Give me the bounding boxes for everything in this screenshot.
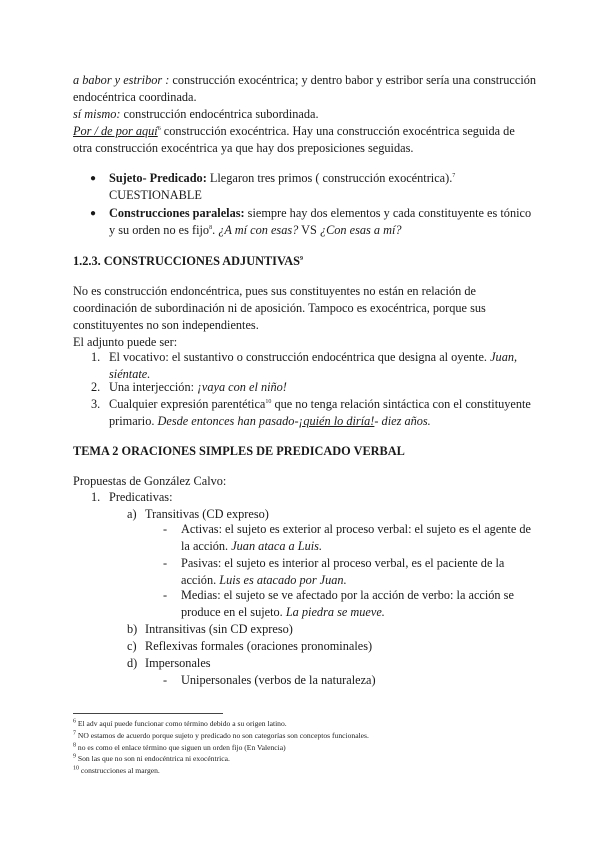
sub-medias-example: La piedra se mueve.: [285, 605, 385, 619]
tema-2-letter-d: d): [127, 656, 138, 670]
bullet-dot-icon: ●: [90, 208, 97, 219]
tema-2-letter-a: a): [127, 507, 137, 521]
sub-activas-example: Juan ataca a Luis.: [231, 539, 323, 553]
sub-activas-line-2: [181, 538, 322, 555]
intro-line-4-text: construcción exocéntrica. Hay una construcción exocéntrica seguida de: [160, 124, 515, 138]
bullet-1-label: Sujeto- Predicado:: [109, 171, 207, 185]
footnote-6: [73, 718, 287, 729]
dash-unipersonales: -: [163, 673, 168, 687]
bullet-2-text: siempre hay dos elementos y cada constituyente es tónico: [244, 206, 532, 220]
sub-pasivas-text: acción.: [181, 573, 220, 587]
intro-line-1-text: construcción exocéntrica; y dentro babor y estribor sería una construcción: [169, 73, 537, 87]
item-1-text: El vocativo: el sustantivo o construcción endocéntrica que designa al oyente.: [109, 350, 491, 364]
tema-2-heading: TEMA 2 ORACIONES SIMPLES DE PREDICADO VERBAL: [73, 444, 405, 458]
list-item-vocativo: [109, 349, 517, 366]
bullet-construcciones-paralelas: [109, 205, 531, 222]
item-3-text: Cualquier expresión parentética: [109, 397, 266, 411]
footnote-ref-10: 10: [265, 398, 272, 405]
bullet-2-line-2: [109, 222, 402, 239]
item-2-text: Una interjección:: [109, 380, 198, 394]
dash-pasivas: -: [163, 556, 168, 570]
section-123-title: 1.2.3. CONSTRUCCIONES ADJUNTIVAS: [73, 254, 300, 268]
tema-2-impersonales: Impersonales: [145, 656, 211, 670]
sub-pasivas-example: Luis es atacado por Juan.: [219, 573, 347, 587]
list-num-2: 2.: [91, 380, 101, 394]
item-3-line-2-text: primario.: [109, 414, 158, 428]
footnote-10: [73, 765, 160, 776]
bullet-1-line-2: CUESTIONABLE: [109, 188, 202, 202]
item-3-example-a: Desde entonces han pasado-: [157, 414, 299, 428]
tema-2-intransitivas: Intransitivas (sin CD expreso): [145, 622, 293, 636]
footnote-ref-9: 9: [299, 255, 303, 262]
footnote-7: [73, 730, 369, 741]
footnote-ref-7: 7: [452, 172, 456, 179]
item-3-example-c: - diez años.: [374, 414, 431, 428]
sub-medias-line-2: [181, 604, 385, 621]
footnote-7-text: NO estamos de acuerdo porque sujeto y predicado no son categorías son conceptos funcionales.: [76, 731, 369, 740]
footnote-ref-8: 8: [209, 224, 213, 231]
footnote-6-text: El adv aquí puede funcionar como término debido a su origen latino.: [76, 719, 287, 728]
term-por-aqui: Por / de por aquí: [73, 124, 158, 138]
term-si-mismo: sí mismo:: [73, 107, 121, 121]
list-item-parentetica: [109, 396, 531, 413]
footnote-9-text: Son las que no son ni endocéntrica ni exocéntrica.: [76, 754, 230, 763]
intro-line-3: [73, 106, 319, 123]
bullet-dot-icon: ●: [90, 173, 97, 184]
tema-2-reflexivas: Reflexivas formales (oraciones pronominales): [145, 639, 373, 653]
footnote-8-num: 8: [73, 742, 76, 749]
bullet-sujeto-predicado: [109, 170, 455, 187]
sub-medias-text: produce en el sujeto.: [181, 605, 286, 619]
tema-2-num-1: 1.: [91, 490, 101, 504]
section-123-heading: [73, 253, 303, 270]
section-123-para-1: No es construcción endoncéntrica, pues sus constituyentes no están en relación de: [73, 284, 476, 298]
footnote-10-text: construcciones al margen.: [79, 766, 160, 775]
sub-medias-line-1: Medias: el sujeto se ve afectado por la acción de verbo: la acción se: [181, 588, 514, 602]
intro-line-3-text: construcción endocéntrica subordinada.: [120, 107, 319, 121]
footnote-6-num: 6: [73, 718, 76, 725]
footnote-8: [73, 742, 286, 753]
sub-activas-line-1: Activas: el sujeto es exterior al proceso verbal: el sujeto es el agente de: [181, 522, 531, 536]
intro-line-1: [73, 72, 536, 89]
item-1-example: Juan,: [490, 350, 518, 364]
sub-pasivas-line-1: Pasivas: el sujeto es interior al proceso verbal, es el paciente de la: [181, 556, 505, 570]
tema-2-predicativas: Predicativas:: [109, 490, 173, 504]
tema-2-letter-b: b): [127, 622, 138, 636]
list-item-interjeccion: [109, 379, 287, 396]
tema-2-transitivas: Transitivas (CD expreso): [145, 507, 269, 521]
footnote-9-num: 9: [73, 753, 76, 760]
bullet-2-label: Construcciones paralelas:: [109, 206, 245, 220]
example-con-esas: ¿Con esas a mí?: [319, 223, 402, 237]
dash-medias: -: [163, 588, 168, 602]
section-123-para-3: constituyentes no son independientes.: [73, 318, 259, 332]
item-1-line-2: siéntate.: [109, 367, 151, 381]
example-a-mi: ¿A mí con esas?: [218, 223, 299, 237]
bullet-2-period: .: [212, 223, 219, 237]
footnote-ref-6: 6: [157, 125, 161, 132]
dash-activas: -: [163, 522, 168, 536]
footnote-10-num: 10: [73, 765, 79, 772]
tema-2-intro: Propuestas de González Calvo:: [73, 474, 227, 488]
footnote-9: [73, 753, 230, 764]
item-2-example: ¡vaya con el niño!: [197, 380, 287, 394]
item-3-text-b: que no tenga relación sintáctica con el constituyente: [271, 397, 531, 411]
footnote-8-text: no es como el enlace término que siguen un orden fijo (En Valencia): [76, 743, 286, 752]
sub-activas-text: la acción.: [181, 539, 232, 553]
intro-line-2: endocéntrica coordinada.: [73, 90, 197, 104]
list-num-1: 1.: [91, 350, 101, 364]
intro-line-4: [73, 123, 515, 140]
item-3-example-b: ¡quién lo diría!: [298, 414, 375, 428]
sub-unipersonales: Unipersonales (verbos de la naturaleza): [181, 673, 376, 687]
section-123-para-2: coordinación de subordinación ni de aposición. Tampoco es exocéntrica, porque sus: [73, 301, 486, 315]
vs-label: VS: [298, 223, 320, 237]
term-babor-estribor: a babor y estribor :: [73, 73, 170, 87]
intro-line-5: otra construcción exocéntrica ya que hay dos preposiciones seguidas.: [73, 141, 414, 155]
footnote-7-num: 7: [73, 730, 76, 737]
bullet-1-text: Llegaron tres primos ( construcción exocéntrica).: [206, 171, 453, 185]
list-num-3: 3.: [91, 397, 101, 411]
item-3-line-2: [109, 413, 431, 430]
section-123-para-4: El adjunto puede ser:: [73, 335, 178, 349]
tema-2-letter-c: c): [127, 639, 137, 653]
footnote-divider: [73, 713, 223, 714]
bullet-2-line-2-text: y su orden no es fijo: [109, 223, 210, 237]
